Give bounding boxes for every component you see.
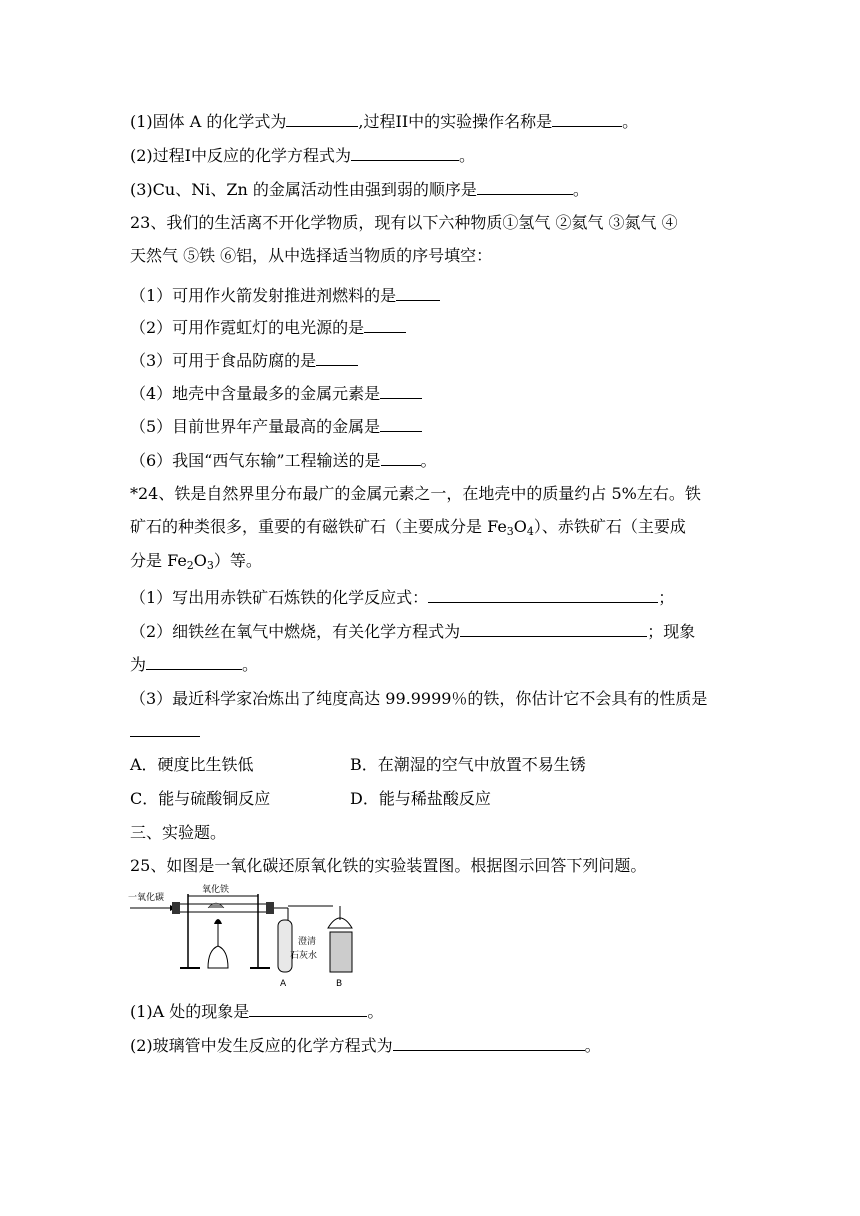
answer-blank[interactable] (396, 284, 440, 301)
q24-part3: （3）最近科学家冶炼出了纯度高达 99.9999％的铁，你估计它不会具有的性质是 (130, 689, 708, 708)
label-a: A (280, 979, 287, 989)
punct: 。 (459, 146, 476, 165)
answer-blank[interactable] (367, 144, 459, 161)
punct: 。 (622, 112, 639, 131)
answer-blank[interactable] (552, 110, 622, 127)
text: 分是 Fe (130, 551, 187, 570)
q22-part2 (130, 144, 475, 166)
q23-item2 (130, 316, 406, 338)
q22-part3 (130, 178, 589, 200)
punct: ； (658, 588, 675, 607)
text: （1）写出用赤铁矿石炼铁的化学反应式： (130, 588, 429, 607)
answer-blank[interactable] (393, 1034, 585, 1051)
punct: 。 (367, 1002, 384, 1021)
q22-part2-text: (2)过程I中反应的化学方程式为 (130, 146, 351, 165)
q25-stem: 25、如图是一氧化碳还原氧化铁的实验装置图。根据图示回答下列问题。 (130, 856, 647, 875)
q25-part1 (130, 1000, 383, 1022)
limewater-label-2: 石灰水 (290, 951, 318, 961)
test-tube (278, 920, 292, 972)
q24-stem-line3 (130, 550, 262, 572)
answer-blank[interactable] (286, 110, 358, 127)
text: ）、赤铁矿石（主要成 (533, 517, 686, 536)
option-a[interactable]: A．硬度比生铁低 (130, 755, 254, 774)
q25-part2 (130, 1034, 601, 1056)
option-d[interactable]: D．能与稀盐酸反应 (350, 789, 491, 808)
limewater-label-1: 澄清 (298, 937, 317, 947)
answer-blank[interactable] (351, 144, 367, 161)
q23-item6 (130, 449, 437, 471)
text: ）等。 (213, 551, 262, 570)
q24-stem-line2 (130, 516, 686, 538)
text: 为 (130, 655, 147, 674)
item-text: （6）我国“西气东输”工程输送的是 (130, 451, 381, 470)
answer-blank[interactable] (130, 720, 200, 737)
label-b: B (336, 979, 343, 989)
q23-item4 (130, 382, 422, 404)
punct: 。 (420, 451, 437, 470)
answer-blank[interactable] (428, 586, 538, 603)
q24-part3-blank-line (130, 720, 200, 742)
q22-part1-text: (1)固体 A 的化学式为 (130, 112, 287, 131)
subscript: 2 (186, 559, 194, 572)
q23-item5 (130, 415, 422, 437)
item-text: （2）可用作霓虹灯的电光源的是 (130, 318, 365, 337)
q23-stem-line2: 天然气 ⑤铁 ⑥铝，从中选择适当物质的序号填空： (130, 246, 493, 265)
item-text: （3）可用于食品防腐的是 (130, 351, 317, 370)
text: (1)A 处的现象是 (130, 1002, 250, 1021)
co-label: 一氧化碳 (128, 893, 165, 903)
option-c[interactable]: C．能与硫酸铜反应 (130, 789, 271, 808)
answer-blank[interactable] (380, 382, 422, 399)
section-heading: 三、实验题。 (130, 823, 227, 842)
punct: 。 (242, 655, 259, 674)
text: O (513, 517, 527, 536)
q24-part1 (130, 586, 674, 608)
subscript: 3 (506, 525, 514, 538)
answer-blank[interactable] (381, 449, 421, 466)
text: 矿石的种类很多，重要的有磁铁矿石（主要成分是 Fe (130, 517, 507, 536)
q23-stem-line1: 23、我们的生活离不开化学物质，现有以下六种物质①氢气 ②氦气 ③氮气 ④ (130, 213, 678, 232)
subscript: 4 (526, 525, 534, 538)
item-text: （5）目前世界年产量最高的金属是 (130, 417, 381, 436)
text: (2)玻璃管中发生反应的化学方程式为 (130, 1036, 393, 1055)
answer-blank[interactable] (316, 349, 358, 366)
answer-blank[interactable] (146, 653, 242, 670)
q22-part1 (130, 110, 638, 132)
burner-body (330, 932, 352, 972)
answer-blank[interactable] (364, 316, 406, 333)
answer-blank[interactable] (493, 178, 573, 195)
flame-icon (214, 919, 222, 924)
stopper (172, 902, 180, 914)
q24-part2 (130, 620, 695, 642)
alcohol-lamp (208, 946, 228, 968)
answer-blank[interactable] (249, 1000, 367, 1017)
q23-item3 (130, 349, 358, 371)
answer-blank[interactable] (538, 586, 658, 603)
text: O (193, 551, 207, 570)
text: ；现象 (647, 622, 696, 641)
apparatus-diagram (128, 880, 368, 990)
punct: 。 (572, 180, 589, 199)
q22-part1-text2: ,过程II中的实验操作名称是 (358, 112, 553, 131)
co-reduction-apparatus-figure (128, 880, 368, 990)
answer-blank[interactable] (380, 415, 422, 432)
q24-stem-line1: *24、铁是自然界里分布最广的金属元素之一，在地壳中的质量约占 5%左右。铁 (130, 484, 701, 503)
q24-part2b (130, 653, 258, 675)
option-b[interactable]: B．在潮湿的空气中放置不易生锈 (350, 755, 586, 774)
text: （2）细铁丝在氧气中燃烧，有关化学方程式为 (130, 622, 461, 641)
answer-blank[interactable] (605, 620, 647, 637)
answer-blank[interactable] (477, 178, 493, 195)
answer-blank[interactable] (460, 620, 605, 637)
subscript: 3 (206, 559, 214, 572)
q22-part3-text: (3)Cu、Ni、Zn 的金属活动性由强到弱的顺序是 (130, 180, 477, 199)
stopper (266, 902, 274, 914)
q23-item1 (130, 284, 440, 306)
fe2o3-label: 氧化铁 (202, 885, 230, 895)
punct: 。 (584, 1036, 601, 1055)
item-text: （1）可用作火箭发射推进剂燃料的是 (130, 286, 397, 305)
item-text: （4）地壳中含量最多的金属元素是 (130, 384, 381, 403)
